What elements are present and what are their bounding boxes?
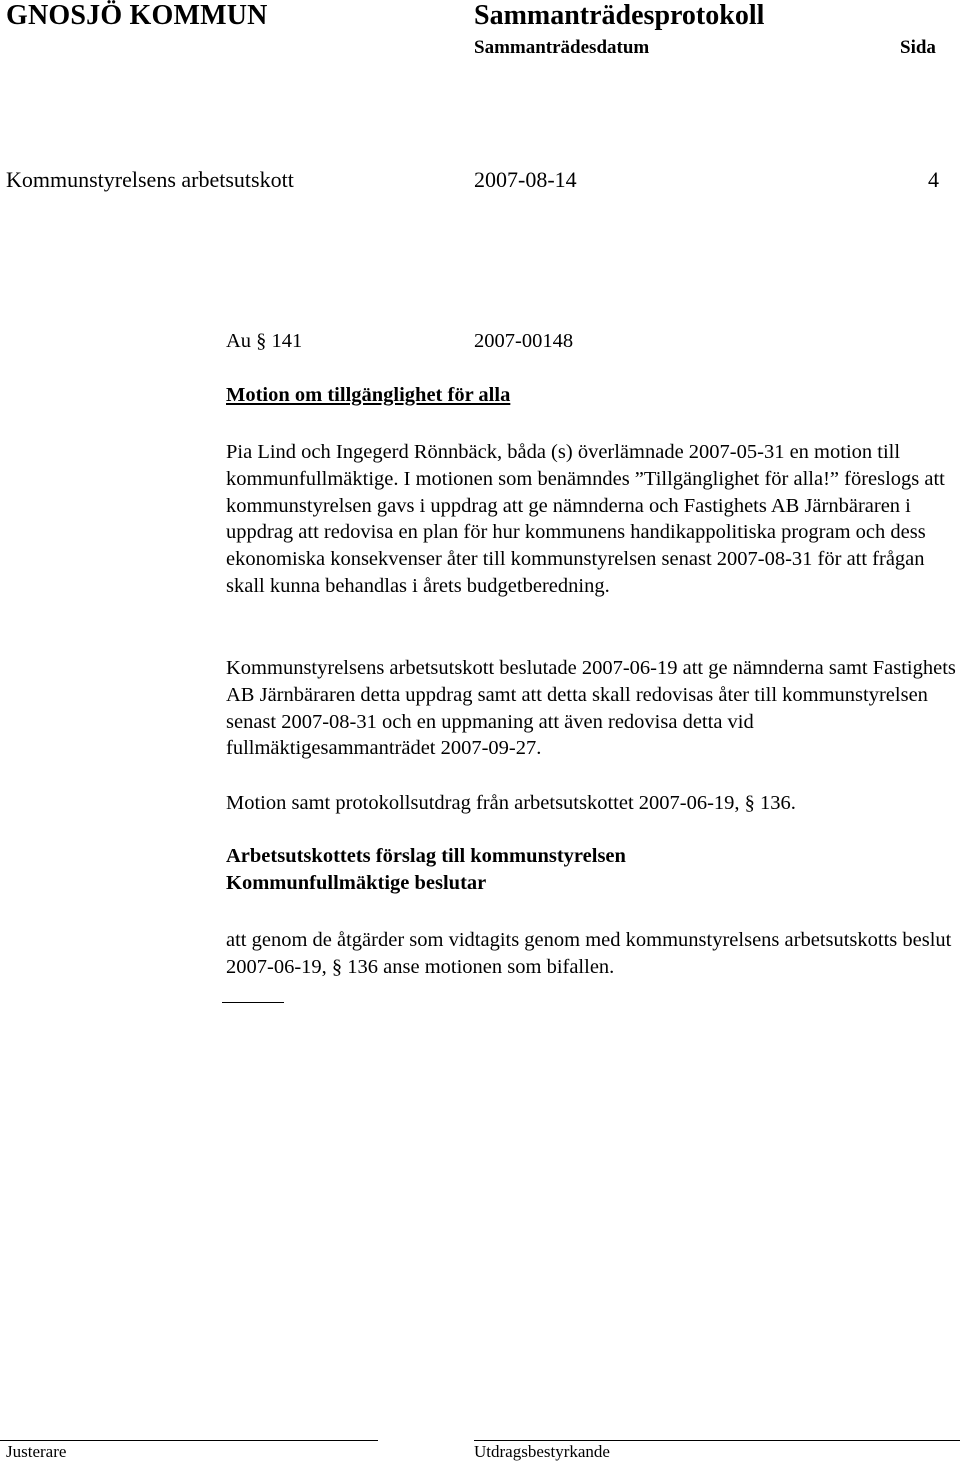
meeting-date: 2007-08-14 (474, 167, 577, 192)
footer-rule-left (0, 1440, 378, 1441)
item-title: Motion om tillgänglighet för alla (226, 384, 511, 406)
proposal-heading: Arbetsutskottets förslag till kommunstyrelsen (226, 845, 626, 867)
organization-name: GNOSJÖ KOMMUN (6, 0, 268, 31)
page-number: 4 (928, 167, 939, 192)
footer-rule-right (474, 1440, 960, 1441)
document-type: Sammanträdesprotokoll (474, 0, 765, 31)
decision-heading: Kommunfullmäktige beslutar (226, 872, 487, 894)
attachments-paragraph: Motion samt protokollsutdrag från arbetsutskottet 2007-06-19, § 136. (226, 792, 796, 814)
page-label: Sida (900, 37, 936, 58)
section-end-line (222, 1002, 284, 1003)
meeting-date-label: Sammanträdesdatum (474, 37, 650, 58)
case-number: 2007-00148 (474, 330, 574, 352)
decision-history-paragraph: Kommunstyrelsens arbetsutskott beslutade 2007-06-19 att ge nämnderna samt Fastighets AB Järnbäraren detta uppdrag samt att detta skall redovisas åter till kommunstyrelsen senast 2007-08-31 och en uppmaning att även redovisa detta vid fullmäktigesammanträdet 2007-09-27. (226, 657, 956, 760)
meeting-body: Kommunstyrelsens arbetsutskott (6, 167, 294, 192)
paragraph-label: Au § 141 (226, 330, 303, 352)
certification-label: Utdragsbestyrkande (474, 1442, 610, 1461)
adjusters-label: Justerare (6, 1442, 67, 1461)
decision-text: att genom de åtgärder som vidtagits genom med kommunstyrelsens arbetsutskotts beslut 2007-06-19, § 136 anse motionen som bifallen. (226, 929, 952, 978)
background-paragraph: Pia Lind och Ingegerd Rönnbäck, båda (s) överlämnade 2007-05-31 en motion till kommunfullmäktige. I motionen som benämndes ”Tillgänglighet för alla!” föreslogs att kommunstyrelsen gavs i uppdrag att ge nämnderna och Fastighets AB Järnbäraren i uppdrag att redovisa en plan för hur kommunens handikappolitiska program och dess ekonomiska konsekvenser åter till kommunstyrelsen senast 2007-08-31 för att frågan skall kunna behandlas i årets budgetberedning. (226, 441, 945, 597)
